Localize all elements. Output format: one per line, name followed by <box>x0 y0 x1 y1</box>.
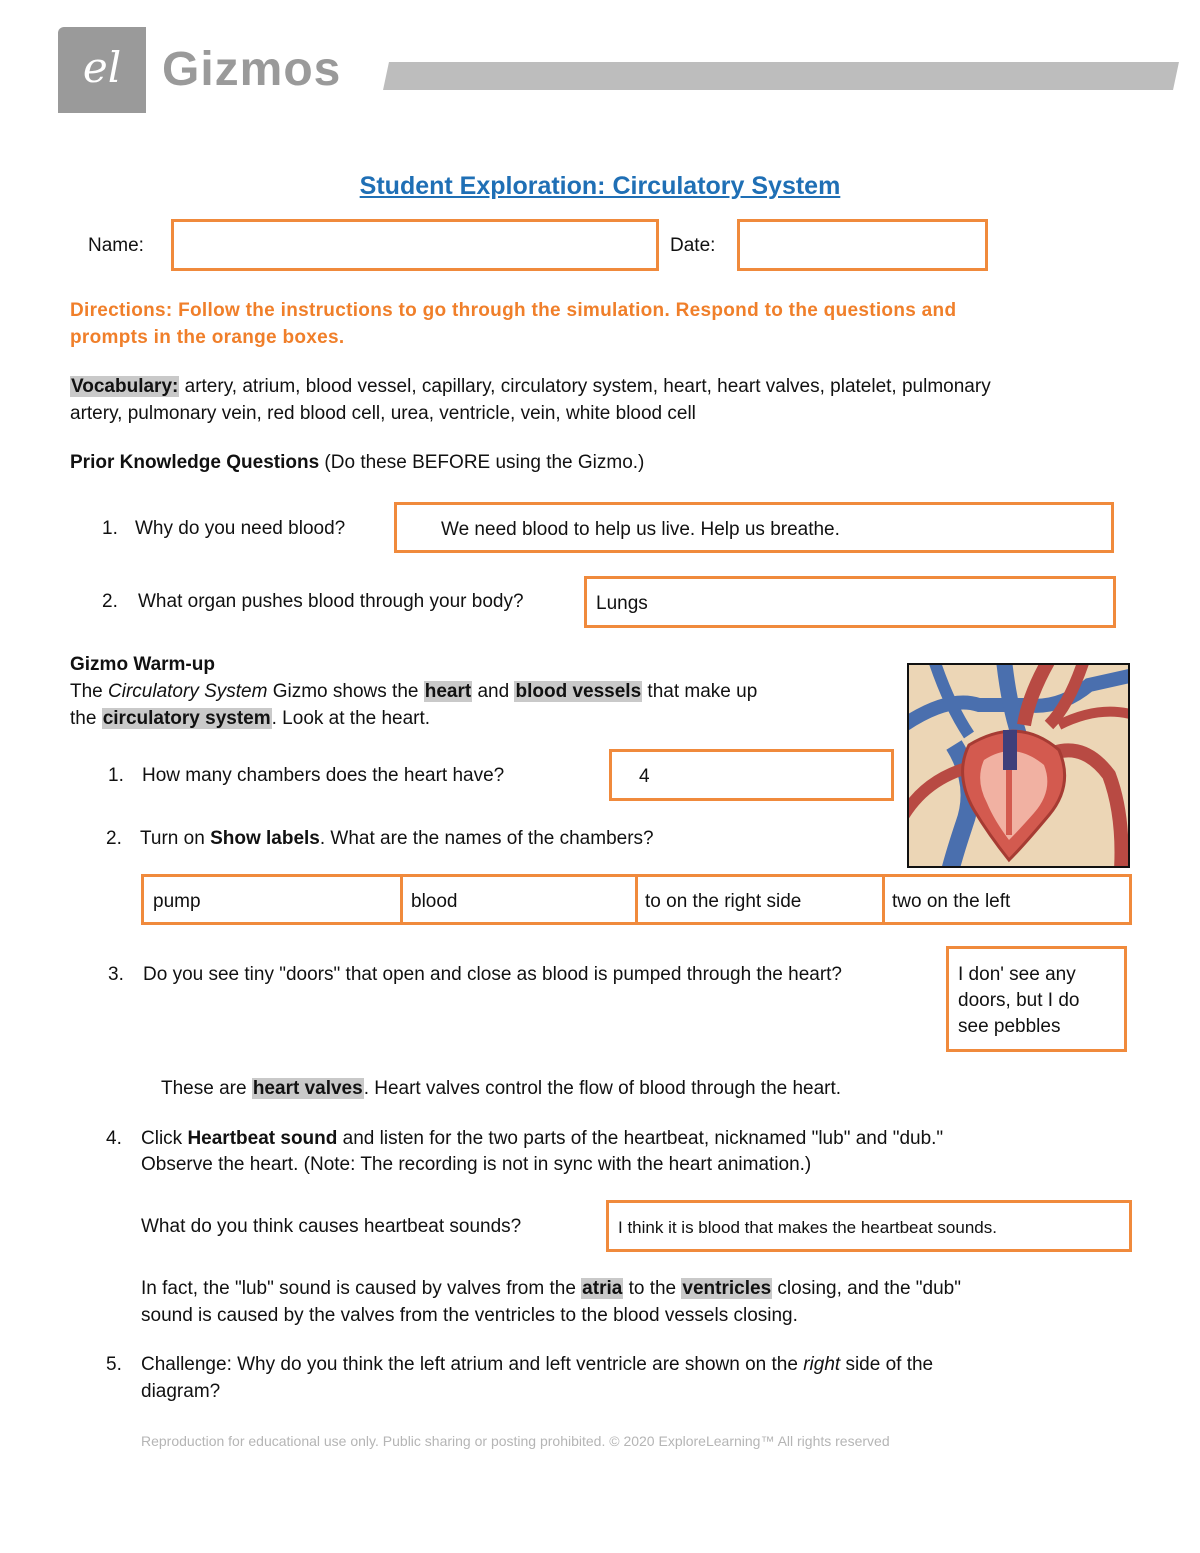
warmup-q1-text: How many chambers does the heart have? <box>142 765 505 786</box>
valves-a: These are <box>161 1078 252 1099</box>
q2-text-b: . What are the names of the chambers? <box>319 828 654 849</box>
q4-b: and listen for the two parts of the heartbeat, nicknamed "lub" and "dub." <box>337 1128 944 1149</box>
q4-a: Click <box>141 1128 188 1149</box>
term-atria: atria <box>582 1278 623 1299</box>
q3-answer-line1: I don' see any <box>958 964 1076 985</box>
warmup-q5-line1 <box>141 1351 933 1378</box>
fact-line2: sound is caused by the valves from the ventricles to the blood vessels closing. <box>141 1305 798 1326</box>
prior-heading-bold: Prior Knowledge Questions <box>70 452 320 473</box>
prior-q1-answer-box[interactable] <box>394 502 1114 553</box>
chamber-cell-4[interactable] <box>882 874 1132 925</box>
chamber-cell-3[interactable] <box>635 874 885 925</box>
name-label: Name: <box>88 235 144 256</box>
warmup-q3-answer-box[interactable] <box>946 946 1127 1052</box>
prior-q2-answer-box[interactable] <box>584 576 1116 628</box>
intro-italic: Circulatory System <box>108 681 268 702</box>
page-title: Student Exploration: Circulatory System <box>359 172 841 200</box>
fact-a: In fact, the "lub" sound is caused by valves from the <box>141 1278 582 1299</box>
warmup-heading-text: Gizmo Warm-up <box>70 654 215 675</box>
vocabulary-label: Vocabulary: <box>71 376 179 397</box>
chamber-1: pump <box>153 891 201 912</box>
date-field[interactable] <box>737 219 988 271</box>
warmup-q2-number: 2. <box>106 828 122 849</box>
q3-answer-line2: doors, but I do <box>958 990 1080 1011</box>
prior-q1-answer: We need blood to help us live. Help us breathe. <box>441 519 840 540</box>
date-label: Date: <box>670 235 716 256</box>
q2-text-bold: Show labels <box>210 828 320 849</box>
warmup-q1-answer: 4 <box>639 766 650 787</box>
chamber-cell-2[interactable] <box>400 874 638 925</box>
directions-line1: Directions: Follow the instructions to go through the simulation. Respond to the questions and <box>70 300 957 321</box>
q5-a: Challenge: Why do you think the left atrium and left ventricle are shown on the <box>141 1354 804 1375</box>
directions-line2: prompts in the orange boxes. <box>70 327 345 348</box>
warmup-intro-line2 <box>70 705 430 732</box>
warmup-q4-answer-box[interactable] <box>606 1200 1132 1252</box>
q4-bold: Heartbeat sound <box>187 1128 338 1149</box>
warmup-q4-line2: Observe the heart. (Note: The recording is not in sync with the heart animation.) <box>141 1154 812 1175</box>
intro2-a: the <box>70 708 102 729</box>
name-field[interactable] <box>171 219 659 271</box>
chamber-4: two on the left <box>892 891 1011 912</box>
term-heart-valves: heart valves <box>252 1078 363 1099</box>
term-circulatory-system: circulatory system <box>102 708 271 729</box>
heart-valves-note <box>161 1075 841 1102</box>
prior-q2-text: What organ pushes blood through your body? <box>138 591 524 612</box>
warmup-q5-number: 5. <box>106 1354 122 1375</box>
warmup-q3-text: Do you see tiny "doors" that open and close as blood is pumped through the heart? <box>143 964 843 985</box>
intro-c: and <box>472 681 515 702</box>
q5-italic: right <box>803 1354 841 1375</box>
fact-line1 <box>141 1275 961 1302</box>
intro-d: that make up <box>642 681 758 702</box>
footer-copyright: Reproduction for educational use only. Public sharing or posting prohibited. © 2020 ExploreLearning™ All rights reserved <box>141 1433 890 1449</box>
term-heart: heart <box>424 681 472 702</box>
chamber-2: blood <box>411 891 458 912</box>
warmup-q1-number: 1. <box>108 765 124 786</box>
intro-b: Gizmo shows the <box>267 681 424 702</box>
warmup-q5-line2: diagram? <box>141 1381 221 1402</box>
warmup-q3-number: 3. <box>108 964 124 985</box>
heart-icon <box>909 665 1128 866</box>
warmup-q4-line1 <box>141 1125 943 1152</box>
intro-a: The <box>70 681 109 702</box>
term-blood-vessels: blood vessels <box>515 681 642 702</box>
prior-q2-number: 2. <box>102 591 118 612</box>
q5-b: side of the <box>840 1354 934 1375</box>
chamber-3: to on the right side <box>645 891 802 912</box>
vocabulary-terms-1: artery, atrium, blood vessel, capillary, circulatory system, heart, heart valves, platelet, pulmonary <box>179 376 991 397</box>
warmup-q1-answer-box[interactable] <box>609 749 894 801</box>
chamber-cell-1[interactable] <box>141 874 403 925</box>
q2-text-a: Turn on <box>140 828 211 849</box>
prior-knowledge-heading <box>70 449 644 476</box>
prior-q1-number: 1. <box>102 518 118 539</box>
warmup-intro-line1 <box>70 678 757 705</box>
valves-b: . Heart valves control the flow of blood through the heart. <box>363 1078 842 1099</box>
fact-b: to the <box>623 1278 682 1299</box>
prior-heading-note: (Do these BEFORE using the Gizmo.) <box>319 452 645 473</box>
warmup-q4-answer: I think it is blood that makes the heartbeat sounds. <box>618 1218 997 1237</box>
term-ventricles: ventricles <box>682 1278 772 1299</box>
fact-c: closing, and the "dub" <box>772 1278 961 1299</box>
warmup-q4-number: 4. <box>106 1128 122 1149</box>
q3-answer-line3: see pebbles <box>958 1016 1061 1037</box>
prior-q2-answer: Lungs <box>596 593 648 614</box>
warmup-q4-question: What do you think causes heartbeat sounds? <box>141 1216 522 1237</box>
vocabulary-line1 <box>70 373 991 400</box>
warmup-q2-text <box>140 825 654 852</box>
header-bar <box>383 62 1179 90</box>
warmup-heading <box>70 651 215 678</box>
logo-text: Gizmos <box>162 43 342 96</box>
heart-illustration <box>907 663 1130 868</box>
logo-mark: el <box>82 43 122 92</box>
intro2-b: . Look at the heart. <box>271 708 431 729</box>
prior-q1-text: Why do you need blood? <box>135 518 346 539</box>
gizmos-logo <box>58 27 146 113</box>
vocabulary-line2: artery, pulmonary vein, red blood cell, urea, ventricle, vein, white blood cell <box>70 403 696 424</box>
